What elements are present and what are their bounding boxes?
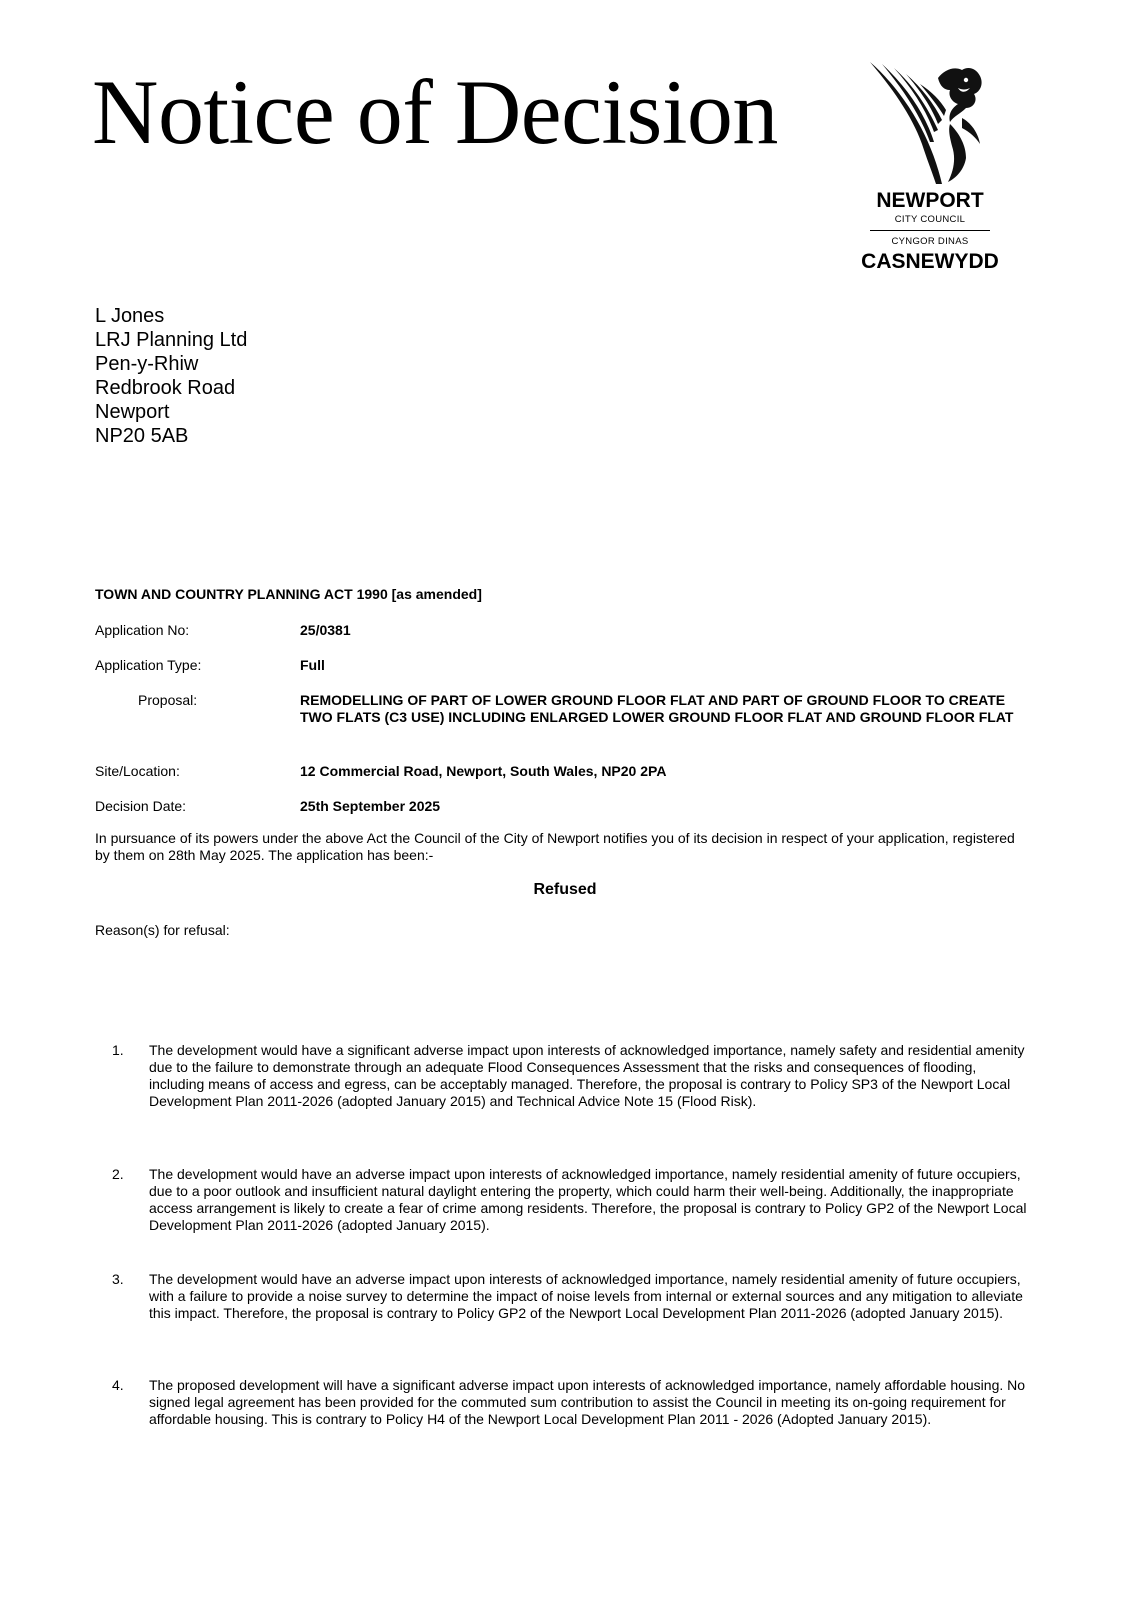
- logo-casnewydd: CASNEWYDD: [861, 250, 999, 273]
- reasons-heading: Reason(s) for refusal:: [95, 922, 230, 938]
- field-value: REMODELLING OF PART OF LOWER GROUND FLOOR FLAT AND PART OF GROUND FLOOR TO CREATE TWO FLATS (C3 USE) INCLUDING ENLARGED LOWER GROUND FLOOR FLAT AND GROUND FLOOR FLAT: [300, 692, 1014, 725]
- dragon-crest-icon: [862, 58, 992, 186]
- decision-outcome: Refused: [533, 881, 597, 898]
- reason-text: The proposed development will have a significant adverse impact upon interests of acknowledged importance, namely affordable housing. No signed legal agreement has been provided for the commuted sum contribution to assist the Council in meeting its on-going requirement for affordable housing. This is contrary to Policy H4 of the Newport Local Development Plan 2011 - 2026 (Adopted January 2015).: [149, 1377, 1026, 1427]
- reason-number: 4.: [112, 1377, 124, 1393]
- pursuance-paragraph: In pursuance of its powers under the above Act the Council of the City of Newport notifies you of its decision in respect of your application, registered by them on 28th May 2025. The application has been:-: [95, 830, 1015, 863]
- address-line: NP20 5AB: [95, 425, 189, 447]
- field-value: 25/0381: [300, 622, 351, 638]
- address-line: Newport: [95, 401, 170, 423]
- act-heading: TOWN AND COUNTRY PLANNING ACT 1990 [as amended]: [95, 586, 482, 602]
- address-line: LRJ Planning Ltd: [95, 329, 248, 351]
- reason-number: 2.: [112, 1166, 124, 1182]
- field-label: Proposal:: [138, 692, 198, 708]
- council-logo: [840, 58, 1040, 288]
- reason-text: The development would have an adverse impact upon interests of acknowledged importance, namely residential amenity of future occupiers, with a failure to provide a noise survey to determine the impact of noise levels from internal or external sources and any mitigation to alleviate this impact. Therefore, the proposal is contrary to Policy GP2 of the Newport Local Development Plan 2011-2026 (adopted January 2015).: [149, 1271, 1023, 1321]
- field-label: Site/Location:: [95, 763, 180, 779]
- logo-cyngor-dinas: CYNGOR DINAS: [891, 236, 969, 247]
- address-line: Redbrook Road: [95, 377, 236, 399]
- logo-newport: NEWPORT: [876, 189, 984, 212]
- reason-text: The development would have a significant adverse impact upon interests of acknowledged importance, namely safety and residential amenity due to the failure to demonstrate through an adequate Flood Consequences Assessment that the risks and consequences of flooding, including means of access and egress, can be acceptably managed. Therefore, the proposal is contrary to Policy SP3 of the Newport Local Development Plan 2011-2026 (adopted January 2015) and Technical Advice Note 15 (Flood Risk).: [149, 1042, 1025, 1109]
- field-value: Full: [300, 657, 325, 673]
- field-label: Application No:: [95, 622, 190, 638]
- reason-number: 3.: [112, 1271, 124, 1287]
- page-title: Notice of Decision: [92, 61, 778, 163]
- field-label: Decision Date:: [95, 798, 187, 814]
- logo-divider: [870, 230, 990, 231]
- reason-number: 1.: [112, 1042, 124, 1058]
- logo-city-council: CITY COUNCIL: [894, 214, 966, 225]
- recipient-address: [95, 304, 247, 448]
- address-line: L Jones: [95, 305, 165, 327]
- field-value: 25th September 2025: [300, 798, 441, 814]
- field-label: Application Type:: [95, 657, 202, 673]
- reason-text: The development would have an adverse impact upon interests of acknowledged importance, namely residential amenity of future occupiers, due to a poor outlook and insufficient natural daylight entering the property, which could harm their well-being. Additionally, the inappropriate access arrangement is likely to create a fear of crime among residents. Therefore, the proposal is contrary to Policy GP2 of the Newport Local Development Plan 2011-2026 (adopted January 2015).: [149, 1166, 1027, 1233]
- field-value: 12 Commercial Road, Newport, South Wales, NP20 2PA: [300, 763, 667, 779]
- address-line: Pen-y-Rhiw: [95, 353, 199, 375]
